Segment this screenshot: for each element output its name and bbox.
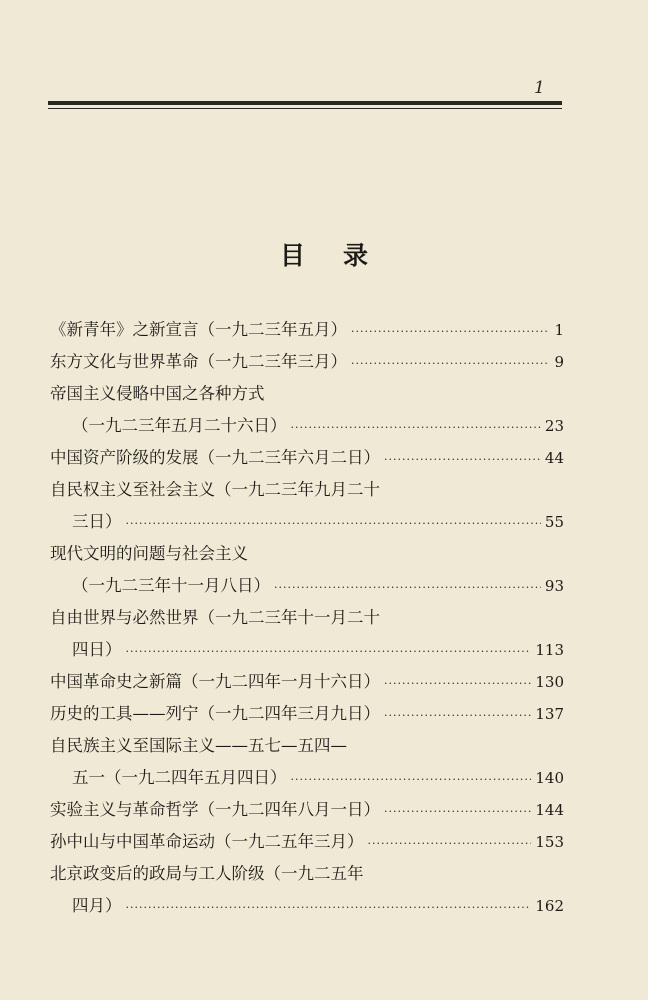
toc-entry-page: 130	[535, 673, 564, 691]
toc-entry-title: 中国资产阶级的发展（一九二三年六月二日）	[50, 448, 380, 467]
toc-entry-page: 23	[544, 417, 564, 435]
toc-entry[interactable]	[50, 700, 564, 728]
toc-entry[interactable]	[50, 796, 564, 824]
toc-entry-title: 现代文明的问题与社会主义	[50, 544, 248, 563]
toc-entry-title: 实验主义与革命哲学（一九二四年八月一日）	[50, 800, 380, 819]
toc-entry-title: 自民权主义至社会主义（一九二三年九月二十	[50, 480, 380, 499]
toc-entry[interactable]	[50, 732, 564, 760]
toc-entry[interactable]	[50, 444, 564, 472]
toc-entry-continuation-text: （一九二三年十一月八日）	[72, 576, 270, 595]
toc-entry-continuation[interactable]	[72, 508, 564, 536]
toc-entry[interactable]	[50, 668, 564, 696]
toc-entry-page: 1	[554, 321, 564, 339]
toc-entry[interactable]	[50, 476, 564, 504]
toc-leader	[291, 421, 541, 434]
toc-entry-continuation[interactable]	[72, 412, 564, 440]
toc-entry-continuation[interactable]	[72, 764, 564, 792]
toc-entry-page: 93	[544, 577, 564, 595]
toc-entry-page: 140	[535, 769, 564, 787]
toc-entry-continuation[interactable]	[72, 572, 564, 600]
toc-entry-continuation-text: 四月）	[72, 896, 122, 915]
toc-title: 目录	[279, 241, 406, 270]
toc-leader	[384, 805, 531, 818]
toc-entry-continuation-text: 三日）	[72, 512, 122, 531]
toc-leader	[126, 901, 532, 914]
toc-leader	[126, 645, 532, 658]
toc-entry-page: 9	[554, 353, 564, 371]
toc-entry-title: 中国革命史之新篇（一九二四年一月十六日）	[50, 672, 380, 691]
toc-entry[interactable]	[50, 828, 564, 856]
toc-entry-page: 144	[535, 801, 564, 819]
toc-entry-title: 北京政变后的政局与工人阶级（一九二五年	[50, 864, 364, 883]
toc-entry-page: 162	[535, 897, 564, 915]
toc-entry-page: 55	[544, 513, 564, 531]
toc-leader	[291, 773, 532, 786]
toc-leader	[351, 357, 550, 370]
toc-entry-continuation-text: 五一（一九二四年五月四日）	[72, 768, 287, 787]
toc-entry-title: 帝国主义侵略中国之各种方式	[50, 384, 265, 403]
toc-leader	[368, 837, 532, 850]
toc-entry-page: 113	[535, 641, 564, 659]
toc-entry-title: 自由世界与必然世界（一九二三年十一月二十	[50, 608, 380, 627]
toc-leader	[384, 709, 531, 722]
toc-leader	[384, 677, 531, 690]
toc-leader	[126, 517, 541, 530]
toc-entry-continuation-text: （一九二三年五月二十六日）	[72, 416, 287, 435]
toc-entry[interactable]	[50, 348, 564, 376]
toc-leader	[384, 453, 541, 466]
toc-entry-page: 44	[544, 449, 564, 467]
toc-entry[interactable]	[50, 316, 564, 344]
toc-entry[interactable]	[50, 380, 564, 408]
toc-leader	[274, 581, 541, 594]
toc-entry-page: 137	[535, 705, 564, 723]
toc-entry[interactable]	[50, 604, 564, 632]
toc-entry[interactable]	[50, 860, 564, 888]
toc-entry-page: 153	[535, 833, 564, 851]
toc-entry-continuation[interactable]	[72, 636, 564, 664]
toc-entry-title: 孙中山与中国革命运动（一九二五年三月）	[50, 832, 364, 851]
toc-entry-title: 历史的工具——列宁（一九二四年三月九日）	[50, 704, 380, 723]
toc-leader	[351, 325, 550, 338]
toc-entry-title: 《新青年》之新宣言（一九二三年五月）	[50, 320, 347, 339]
toc-entry-continuation-text: 四日）	[72, 640, 122, 659]
header-rule-thick	[48, 101, 562, 105]
header-rule-thin	[48, 108, 562, 109]
toc-entry-title: 东方文化与世界革命（一九二三年三月）	[50, 352, 347, 371]
page-number: 1	[534, 78, 545, 98]
toc-entry-title: 自民族主义至国际主义——五七—五四—	[50, 736, 347, 755]
toc-entry[interactable]	[50, 540, 564, 568]
toc-entry-continuation[interactable]	[72, 892, 564, 920]
